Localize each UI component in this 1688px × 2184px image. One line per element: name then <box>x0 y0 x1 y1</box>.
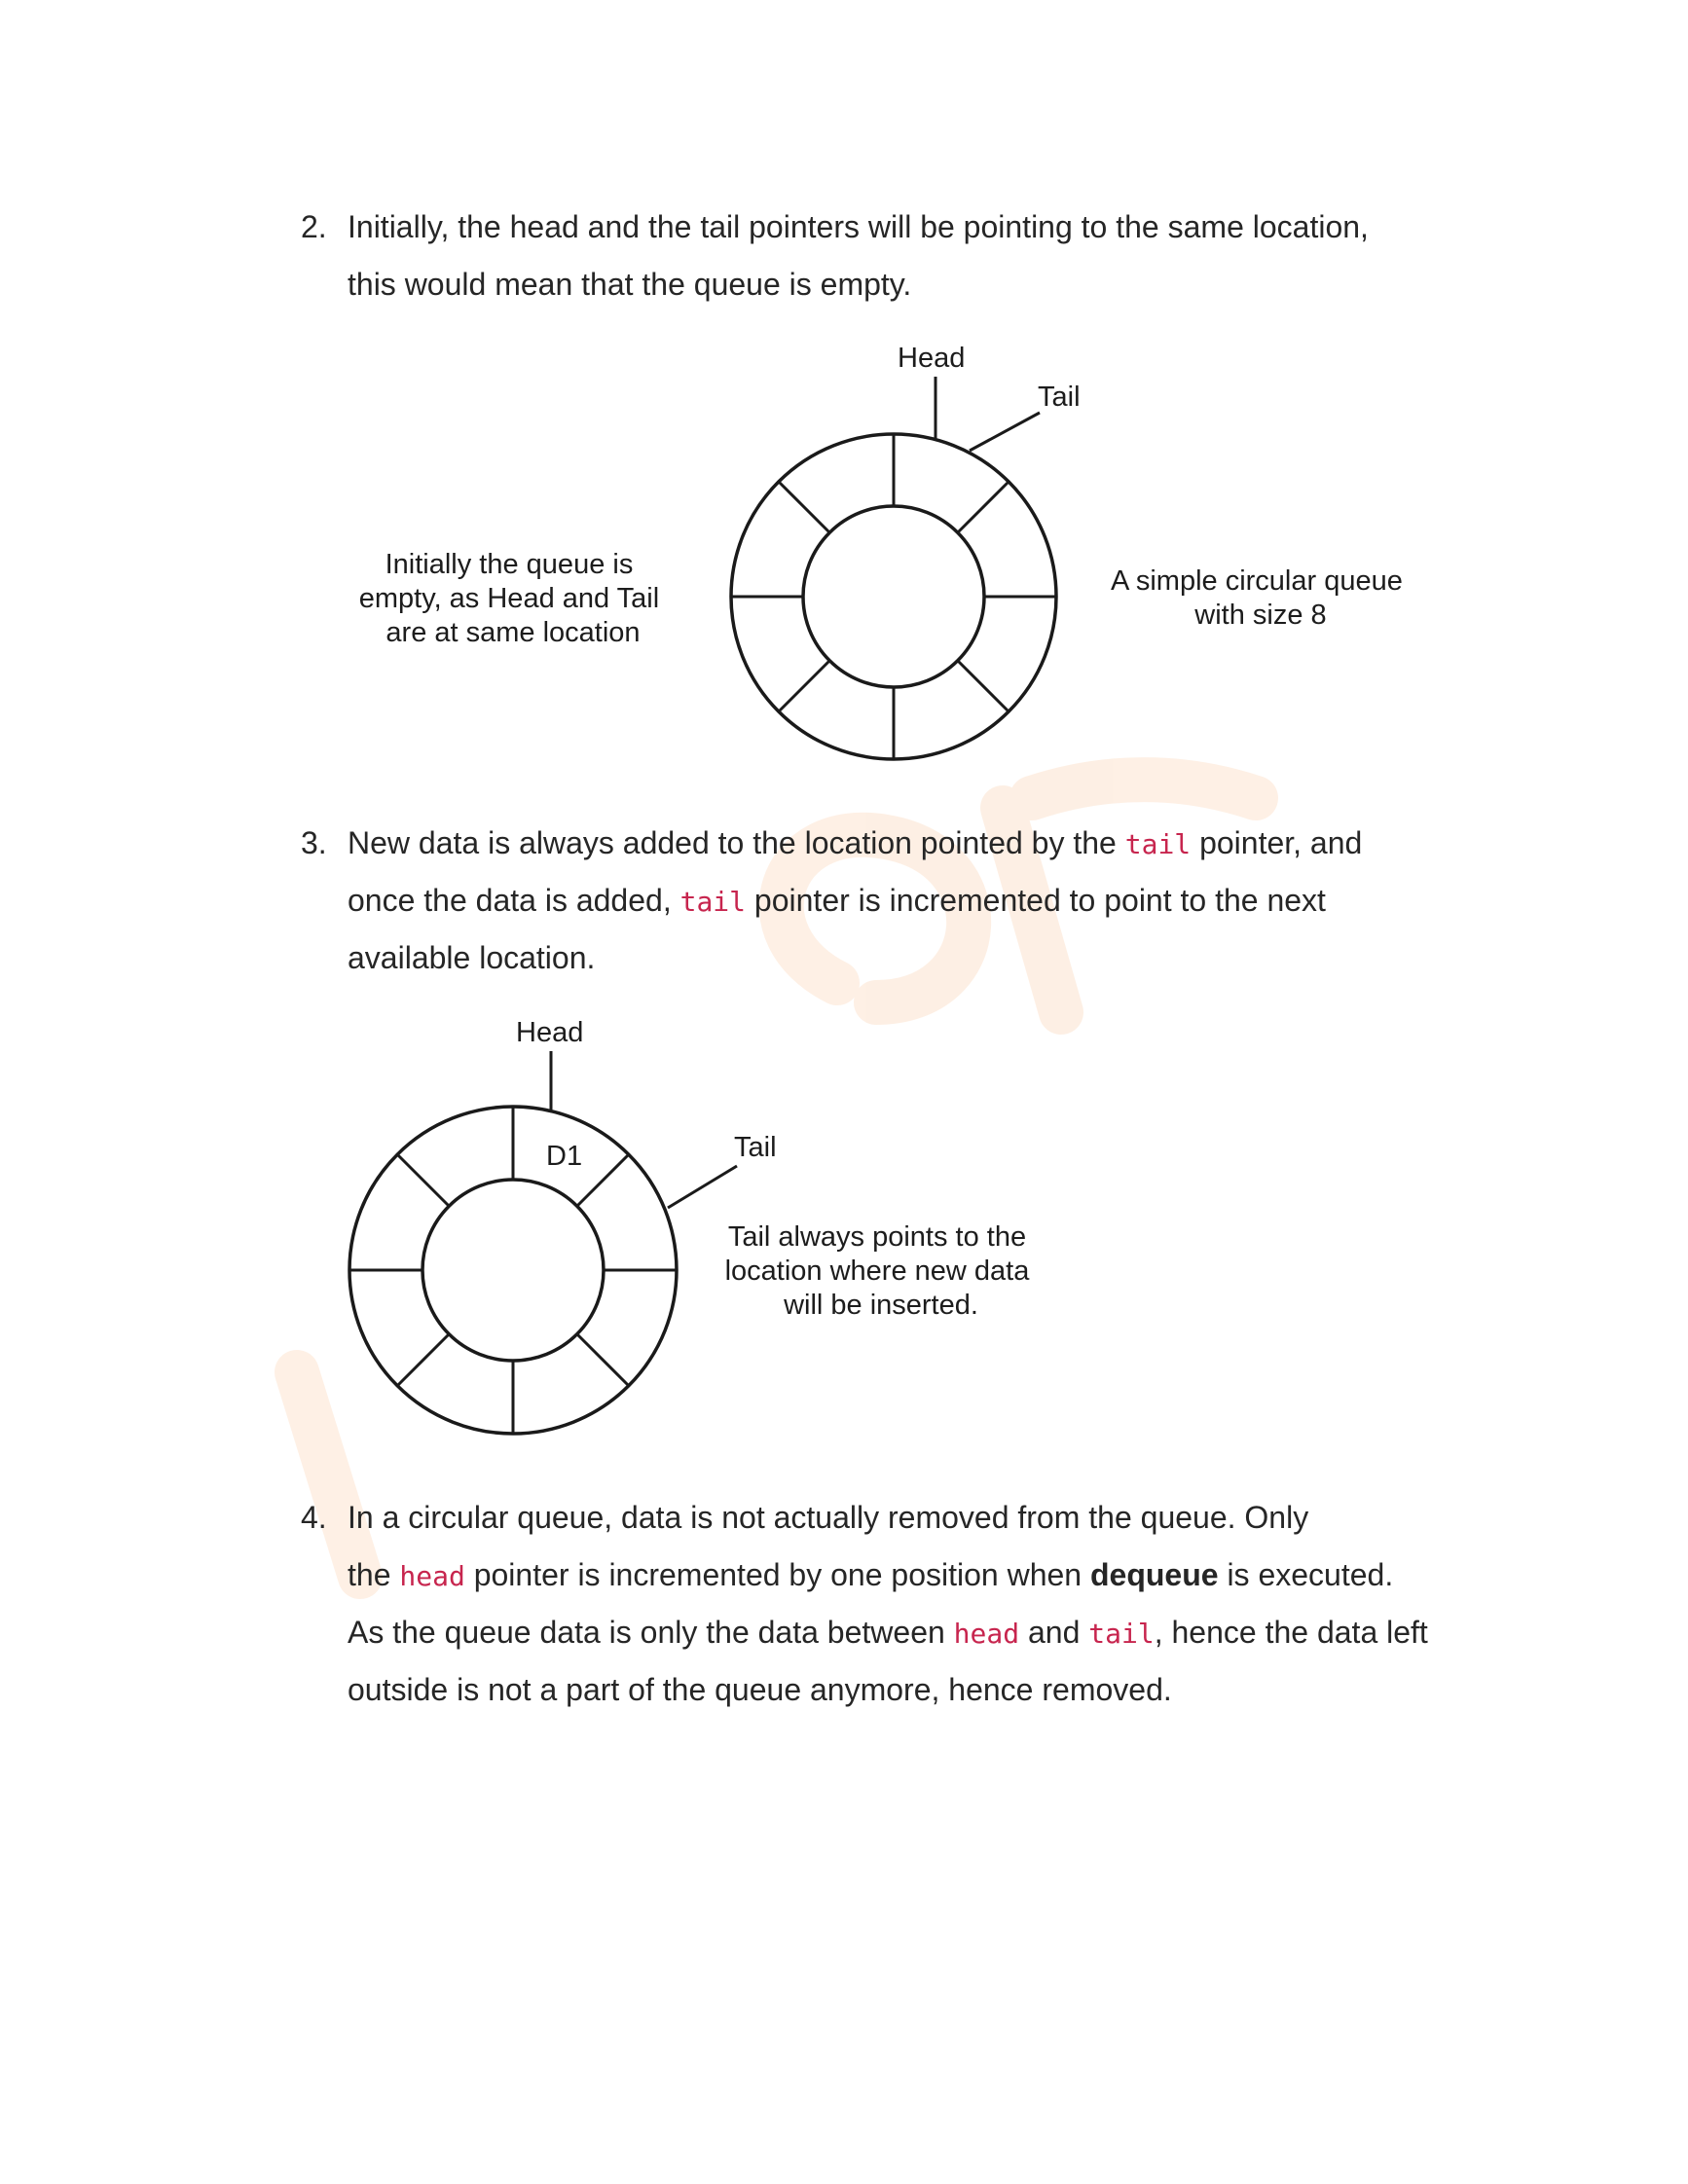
item-text-line: once the data is added, tail pointer is incremented to point to the next <box>348 883 1326 918</box>
item-text-line: Initially, the head and the tail pointers will be pointing to the same location, <box>348 209 1369 244</box>
item-text-line: the head pointer is incremented by one position when dequeue is executed. <box>348 1557 1394 1592</box>
caption-line: Initially the queue is <box>385 549 634 580</box>
item-number: 4. <box>301 1500 327 1535</box>
head-label: Head <box>516 1017 584 1048</box>
circular-queue-insert-diagram <box>331 1002 1110 1470</box>
tail-caption <box>725 1221 1038 1321</box>
head-label: Head <box>898 343 966 374</box>
item-number: 2. <box>301 209 327 244</box>
code-tail: tail <box>1088 1618 1155 1650</box>
tail-label: Tail <box>1038 382 1081 413</box>
bold-dequeue: dequeue <box>1089 1557 1219 1592</box>
item-text-line: available location. <box>348 940 596 975</box>
queue-ring <box>349 1107 677 1434</box>
caption-line: Tail always points to the <box>727 1221 1027 1253</box>
item-text-line: New data is always added to the location pointed by the tail pointer, and <box>348 825 1363 860</box>
right-caption <box>1111 565 1411 631</box>
tail-label: Tail <box>734 1132 777 1163</box>
caption-line: A simple circular queue <box>1111 565 1403 597</box>
circular-queue-empty-diagram <box>321 331 1441 779</box>
caption-line: will be inserted. <box>784 1290 978 1321</box>
item-text-line: this would mean that the queue is empty. <box>348 267 912 302</box>
code-tail: tail <box>1124 828 1192 860</box>
item-text-line: As the queue data is only the data between head and tail, hence the data left <box>348 1615 1428 1650</box>
item-text-line: outside is not a part of the queue anymore, hence removed. <box>348 1672 1172 1707</box>
code-head: head <box>399 1560 465 1592</box>
code-head: head <box>953 1618 1020 1650</box>
tail-pointer-line <box>668 1166 737 1208</box>
caption-line: empty, as Head and Tail <box>358 583 660 614</box>
cell-label-d1: D1 <box>546 1141 583 1172</box>
code-tail: tail <box>679 886 747 918</box>
tail-pointer-line <box>970 413 1040 451</box>
item-number: 3. <box>301 825 327 860</box>
queue-ring <box>731 434 1056 759</box>
item-text-line: In a circular queue, data is not actually removed from the queue. Only <box>348 1500 1309 1535</box>
left-caption <box>359 549 668 648</box>
caption-line: with size 8 <box>1194 600 1327 631</box>
caption-line: location where new data <box>724 1256 1030 1287</box>
caption-line: are at same location <box>385 617 641 648</box>
